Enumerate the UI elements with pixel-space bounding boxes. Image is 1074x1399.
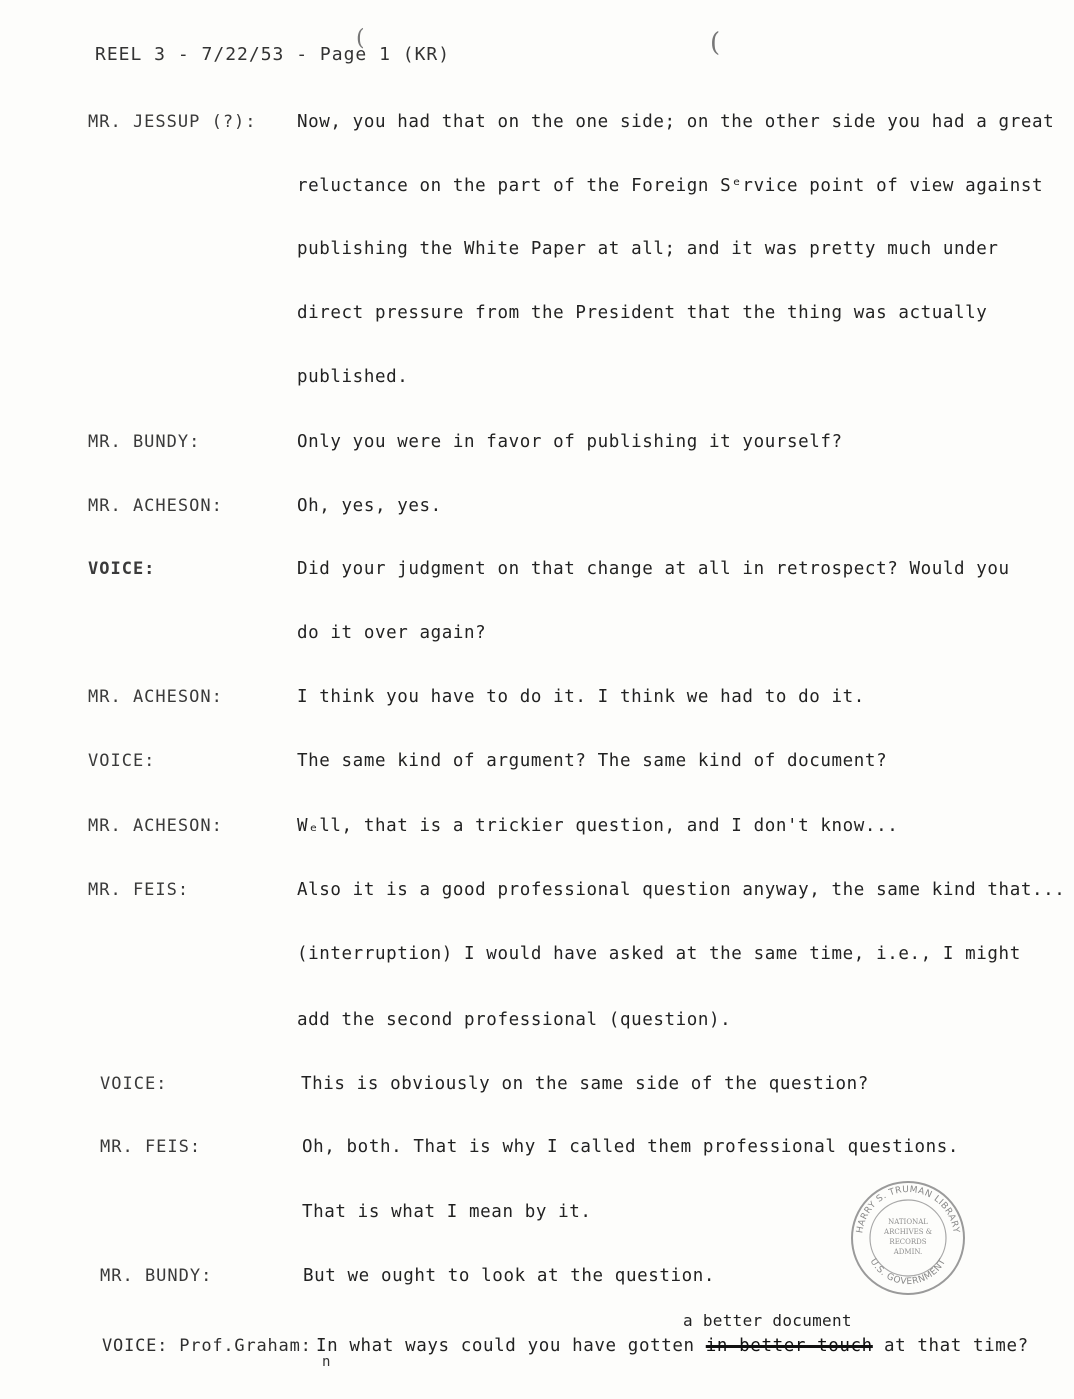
speaker-label: MR. ACHESON: xyxy=(88,496,223,516)
handwritten-subnote: n xyxy=(322,1354,331,1370)
final-text-after: at that time? xyxy=(872,1336,1029,1356)
speaker-label: MR. BUNDY: xyxy=(88,432,201,452)
speech-line: direct pressure from the President that the thing was actually xyxy=(297,303,988,323)
pen-mark-top-right: ( xyxy=(710,28,721,58)
speaker-label: VOICE: xyxy=(88,751,156,771)
speech-line: Oh, both. That is why I called them professional questions. xyxy=(302,1137,960,1157)
speaker-label: MR. FEIS: xyxy=(88,880,190,900)
speaker-label: MR. JESSUP (?): xyxy=(88,112,257,132)
speaker-label: VOICE: xyxy=(100,1074,168,1094)
speech-line: add the second professional (question). xyxy=(297,1010,732,1030)
handwritten-insertion: a better document xyxy=(683,1311,852,1330)
pen-mark-header: ( xyxy=(356,26,365,51)
final-text-before: In what ways could you have gotten xyxy=(316,1336,706,1356)
speaker-label: MR. ACHESON: xyxy=(88,687,223,707)
stamp-center-line: ADMIN. xyxy=(893,1248,923,1256)
stamp-ring-bottom: U.S. GOVERNMENT xyxy=(867,1257,949,1288)
struck-text: in better touch xyxy=(705,1336,873,1356)
final-speaker-label: VOICE: Prof.Graham: xyxy=(102,1336,312,1356)
speech-line: published. xyxy=(297,367,409,387)
speech-line: I think you have to do it. I think we had to do it. xyxy=(297,687,865,707)
speech-line: This is obviously on the same side of the question? xyxy=(301,1074,869,1094)
speaker-label: MR. BUNDY: xyxy=(100,1266,213,1286)
speaker-label: MR. ACHESON: xyxy=(88,816,223,836)
stamp-center-line: ARCHIVES & xyxy=(884,1228,932,1236)
stamp-ring-top: HARRY S. TRUMAN LIBRARY xyxy=(855,1184,961,1235)
speech-line: Now, you had that on the one side; on the other side you had a great xyxy=(297,112,1055,132)
speech-line: (interruption) I would have asked at the same time, i.e., I might xyxy=(297,944,1021,964)
speech-line: reluctance on the part of the Foreign Sᵉrvice point of view against xyxy=(297,176,1044,196)
speech-line: publishing the White Paper at all; and it was pretty much under xyxy=(297,239,999,259)
archive-stamp xyxy=(848,1178,968,1298)
speech-line: Did your judgment on that change at all in retrospect? Would you xyxy=(297,559,1010,579)
speech-line: Only you were in favor of publishing it yourself? xyxy=(297,432,843,452)
speech-line: Wₑll, that is a trickier question, and I don't know... xyxy=(297,816,899,836)
stamp-center-line: NATIONAL xyxy=(888,1218,928,1226)
speech-line: Oh, yes, yes. xyxy=(297,496,442,516)
final-speech-line xyxy=(316,1336,1029,1356)
speech-line: But we ought to look at the question. xyxy=(303,1266,716,1286)
speaker-label: VOICE: xyxy=(88,559,156,579)
speech-line: Also it is a good professional question anyway, the same kind that... xyxy=(297,880,1066,900)
speaker-label: MR. FEIS: xyxy=(100,1137,202,1157)
speech-line: The same kind of argument? The same kind of document? xyxy=(297,751,888,771)
stamp-center-line: RECORDS xyxy=(889,1238,927,1246)
page-header: REEL 3 - 7/22/53 - Page 1 (KR) xyxy=(95,44,451,65)
speech-line: do it over again? xyxy=(297,623,487,643)
speech-line: That is what I mean by it. xyxy=(302,1202,592,1222)
